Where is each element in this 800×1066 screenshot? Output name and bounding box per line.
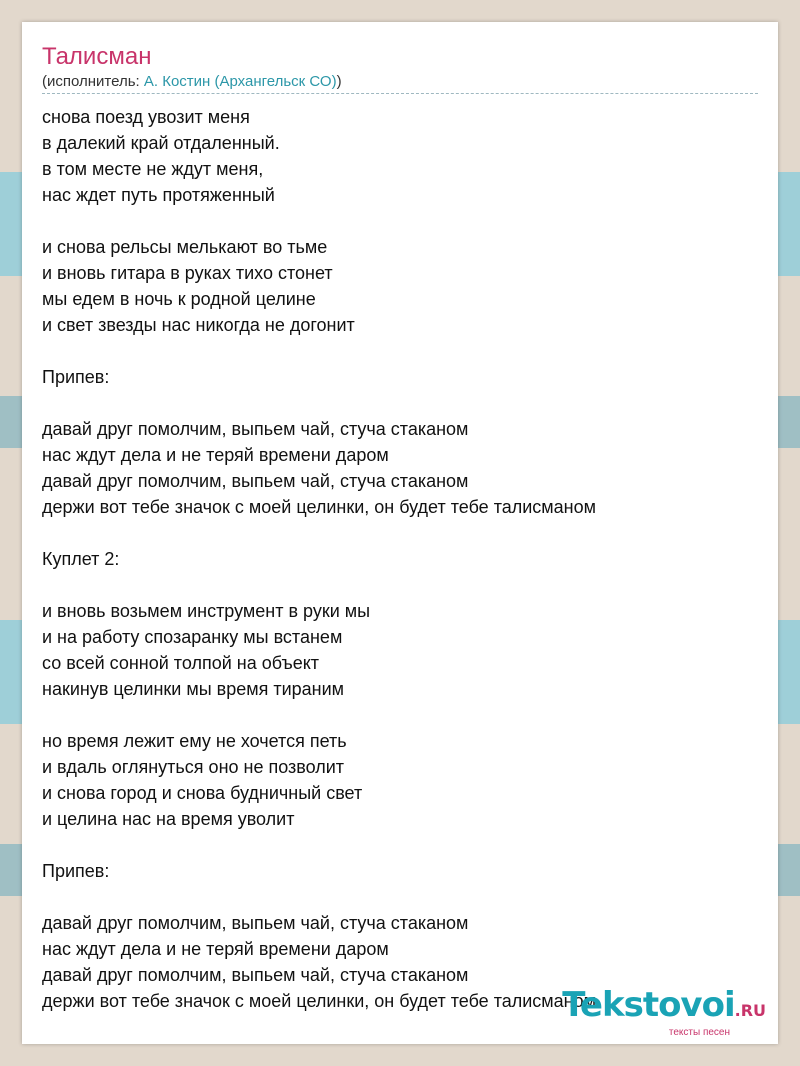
byline-prefix: (исполнитель: (42, 73, 144, 90)
lyric-line: и свет звезды нас никогда не догонит (42, 315, 355, 335)
lyric-line: Куплет 2: (42, 549, 120, 569)
lyric-line (42, 702, 758, 728)
logo-wordmark (562, 985, 766, 1028)
lyric-line: давай друг помолчим, выпьем чай, стуча стаканом (42, 471, 469, 491)
lyric-line: давай друг помолчим, выпьем чай, стуча стаканом (42, 913, 469, 933)
lyric-line: держи вот тебе значок с моей целинки, он будет тебе талисманом (42, 497, 597, 517)
song-title: Талисман (42, 43, 152, 70)
lyric-line: накинув целинки мы время тираним (42, 679, 345, 699)
lyric-line: нас ждут дела и не теряй времени даром (42, 445, 389, 465)
lyric-line: в далекий край отдаленный. (42, 133, 280, 153)
lyric-line (42, 208, 758, 234)
lyric-line (42, 572, 758, 598)
lyric-line (42, 338, 758, 364)
logo-tld: .RU (734, 1001, 766, 1020)
lyrics-body (42, 104, 758, 1014)
lyric-line: и на работу спозаранку мы встанем (42, 627, 343, 647)
title-divider (42, 93, 758, 94)
byline-suffix: ) (336, 73, 342, 90)
lyric-line: Припев: (42, 367, 110, 387)
lyrics-sheet (22, 22, 778, 1044)
lyric-line (42, 884, 758, 910)
logo-tagline: тексты песен (668, 1027, 730, 1038)
logo-name: Tekstovoi (562, 985, 735, 1025)
lyric-line: и вновь возьмем инструмент в руки мы (42, 601, 371, 621)
site-logo (562, 985, 766, 1038)
song-byline (42, 72, 342, 92)
lyric-line: и снова рельсы мелькают во тьме (42, 237, 328, 257)
lyric-line: и снова город и снова будничный свет (42, 783, 363, 803)
lyric-line: и вновь гитара в руках тихо стонет (42, 263, 333, 283)
lyric-line: держи вот тебе значок с моей целинки, он будет тебе талисманом (42, 991, 597, 1011)
lyric-line: и вдаль оглянуться оно не позволит (42, 757, 345, 777)
lyric-line (42, 390, 758, 416)
lyric-line: со всей сонной толпой на объект (42, 653, 320, 673)
lyric-line: мы едем в ночь к родной целине (42, 289, 316, 309)
lyric-line: давай друг помолчим, выпьем чай, стуча стаканом (42, 965, 469, 985)
lyric-line: и целина нас на время уволит (42, 809, 295, 829)
lyric-line: но время лежит ему не хочется петь (42, 731, 347, 751)
lyric-line: нас ждет путь протяженный (42, 185, 275, 205)
lyric-line: Припев: (42, 861, 110, 881)
lyric-line: нас ждут дела и не теряй времени даром (42, 939, 389, 959)
artist-link[interactable]: А. Костин (Архангельск СО) (143, 73, 337, 90)
lyric-line (42, 520, 758, 546)
lyric-line: снова поезд увозит меня (42, 107, 250, 127)
lyric-line: в том месте не ждут меня, (42, 159, 264, 179)
lyric-line: давай друг помолчим, выпьем чай, стуча стаканом (42, 419, 469, 439)
lyric-line (42, 832, 758, 858)
